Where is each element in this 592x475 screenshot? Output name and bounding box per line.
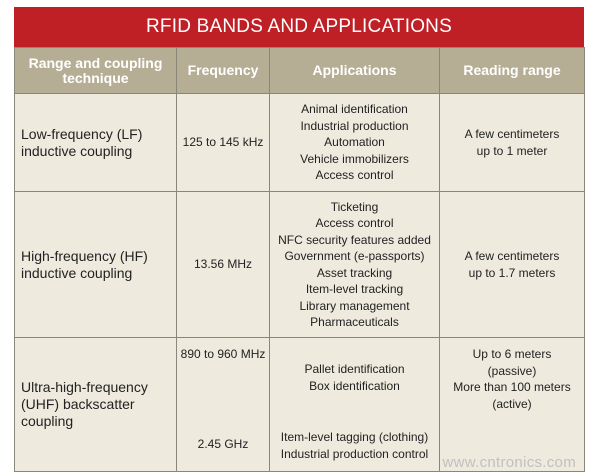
header-frequency: Frequency: [177, 48, 270, 94]
table-row-lf: [15, 94, 585, 192]
applications-group-uhf: [270, 361, 439, 394]
application-item: Item-level tagging (clothing): [280, 430, 429, 444]
rfid-bands-table: [14, 47, 585, 472]
reading-line: More than 100 meters: [453, 380, 571, 394]
frequency-cell-hf: 13.56 MHz: [177, 192, 270, 338]
reading-line: (active): [492, 396, 532, 411]
reading-cell-lf: [440, 94, 585, 192]
reading-line: up to 1.7 meters: [468, 265, 556, 280]
frequency-microwave-band: 2.45 GHz: [197, 437, 249, 451]
frequency-uhf-band: 890 to 960 MHz: [180, 347, 266, 361]
application-item: Government (e-passports): [284, 249, 425, 263]
application-item: Box identification: [309, 378, 400, 393]
reading-cell-hf: [440, 192, 585, 338]
application-item: Automation: [324, 135, 385, 150]
application-item: Industrial production: [300, 118, 409, 133]
reading-line: (passive): [487, 363, 537, 378]
table-row-uhf: [15, 338, 585, 472]
application-item: Animal identification: [301, 102, 408, 117]
table-title: RFID BANDS AND APPLICATIONS: [14, 7, 584, 47]
application-item: Asset tracking: [316, 265, 393, 280]
application-item: Vehicle immobilizers: [300, 151, 409, 166]
application-item: Ticketing: [330, 199, 379, 214]
application-item: Access control: [315, 216, 394, 230]
range-cell-hf: High-frequency (HF) inductive coupling: [15, 192, 177, 338]
reading-cell-uhf: [440, 338, 585, 472]
applications-cell-uhf: [270, 338, 440, 472]
frequency-cell-lf: 125 to 145 kHz: [177, 94, 270, 192]
application-item: Pharmaceuticals: [310, 315, 399, 329]
application-item: NFC security features added: [278, 232, 431, 247]
application-item: Industrial production control: [280, 446, 429, 461]
applications-cell-lf: [270, 94, 440, 192]
range-cell-uhf: Ultra-high-frequency (UHF) backscatter coupling: [15, 338, 177, 472]
applications-cell-hf: [270, 192, 440, 338]
header-range: Range and coupling technique: [15, 48, 177, 94]
application-item: Library management: [299, 298, 410, 313]
header-reading-range: Reading range: [440, 48, 585, 94]
frequency-cell-uhf: [177, 338, 270, 472]
applications-group-microwave: [270, 429, 439, 462]
application-item: Item-level tracking: [305, 282, 404, 296]
reading-line: A few centimeters: [464, 127, 560, 141]
reading-line: A few centimeters: [464, 249, 560, 263]
reading-line: Up to 6 meters: [472, 347, 552, 361]
table-row-hf: [15, 192, 585, 338]
header-row: [15, 48, 585, 94]
application-item: Pallet identification: [304, 362, 405, 376]
range-cell-lf: Low-frequency (LF) inductive coupling: [15, 94, 177, 192]
reading-line: up to 1 meter: [476, 143, 548, 158]
watermark: www.cntronics.com: [442, 454, 576, 471]
application-item: Access control: [315, 168, 394, 183]
header-applications: Applications: [270, 48, 440, 94]
